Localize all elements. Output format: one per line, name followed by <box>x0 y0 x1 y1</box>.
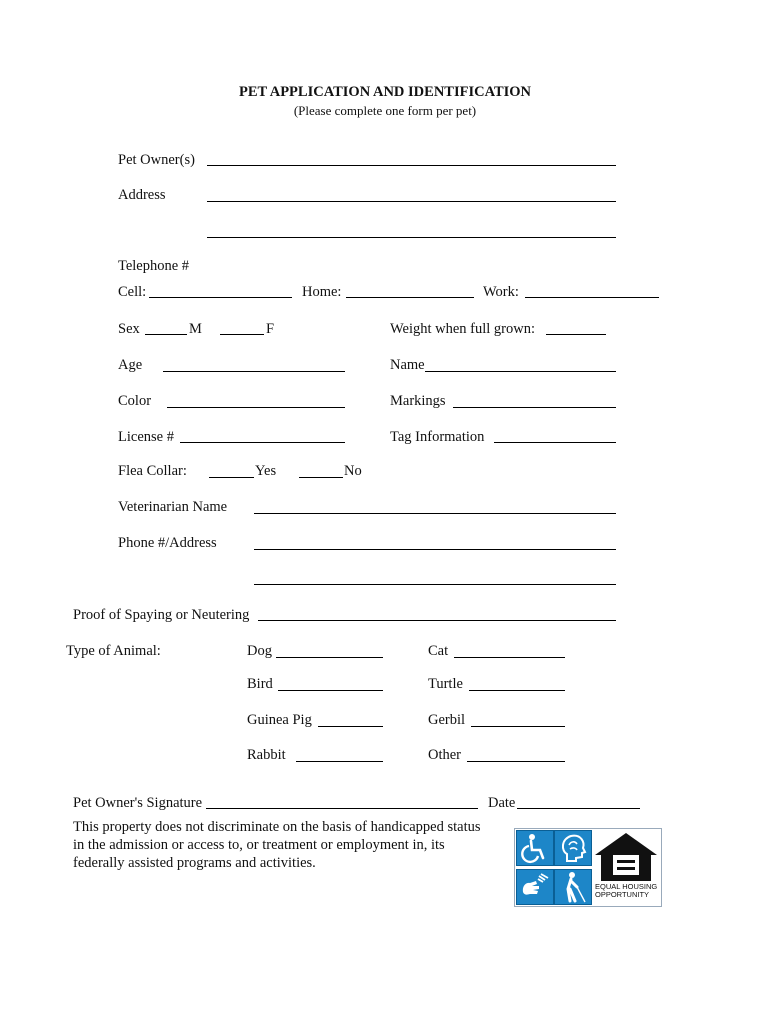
other-label: Other <box>428 747 462 763</box>
vet-name-label: Veterinarian Name <box>118 499 228 515</box>
turtle-field[interactable] <box>469 690 565 691</box>
type-of-animal-label: Type of Animal: <box>66 643 161 659</box>
address-label: Address <box>118 187 166 203</box>
markings-field[interactable] <box>453 407 616 408</box>
weight-field[interactable] <box>546 334 606 335</box>
form-subtitle: (Please complete one form per pet) <box>293 103 477 118</box>
form-title: PET APPLICATION AND IDENTIFICATION <box>238 84 532 100</box>
color-field[interactable] <box>167 407 345 408</box>
telephone-label: Telephone # <box>118 258 190 274</box>
yes-label: Yes <box>255 463 277 479</box>
flea-collar-no-field[interactable] <box>299 477 343 478</box>
equal-housing-line-1: EQUAL HOUSING <box>595 882 658 891</box>
other-field[interactable] <box>467 761 565 762</box>
female-label: F <box>266 321 275 337</box>
color-label: Color <box>118 393 152 409</box>
age-field[interactable] <box>163 371 345 372</box>
date-label: Date <box>488 795 516 811</box>
guinea-pig-label: Guinea Pig <box>247 712 312 728</box>
male-label: M <box>189 321 202 337</box>
sex-female-field[interactable] <box>220 334 264 335</box>
work-label: Work: <box>483 284 519 300</box>
dog-label: Dog <box>247 643 272 659</box>
address-field-line-1[interactable] <box>207 201 616 202</box>
name-field[interactable] <box>425 371 616 372</box>
age-label: Age <box>118 357 143 373</box>
rabbit-field[interactable] <box>296 761 383 762</box>
signature-label: Pet Owner's Signature <box>73 795 203 811</box>
flea-collar-yes-field[interactable] <box>209 477 254 478</box>
bird-label: Bird <box>247 676 273 692</box>
equal-housing-line-2: OPPORTUNITY <box>595 890 650 899</box>
name-label: Name <box>390 357 425 373</box>
wheelchair-icon <box>516 830 554 866</box>
vet-phone-address-field-1[interactable] <box>254 549 616 550</box>
vet-phone-address-label: Phone #/Address <box>118 535 217 551</box>
license-label: License # <box>118 429 174 445</box>
sex-label: Sex <box>118 321 140 337</box>
head-profile-icon <box>554 830 592 866</box>
sign-language-icon <box>516 869 554 905</box>
equal-housing-text <box>595 883 659 899</box>
cat-label: Cat <box>428 643 449 659</box>
address-field-line-2[interactable] <box>207 237 616 238</box>
sex-male-field[interactable] <box>145 334 187 335</box>
rabbit-label: Rabbit <box>247 747 286 763</box>
cell-field[interactable] <box>149 297 292 298</box>
pet-owner-label: Pet Owner(s) <box>118 152 195 168</box>
markings-label: Markings <box>390 393 446 409</box>
cell-label: Cell: <box>118 284 147 300</box>
home-field[interactable] <box>346 297 474 298</box>
vet-phone-address-field-2[interactable] <box>254 584 616 585</box>
work-field[interactable] <box>525 297 659 298</box>
accessibility-equal-housing-logos <box>514 828 662 907</box>
turtle-label: Turtle <box>428 676 463 692</box>
pet-owner-field[interactable] <box>207 165 616 166</box>
cat-field[interactable] <box>454 657 565 658</box>
weight-label: Weight when full grown: <box>390 321 536 337</box>
equal-housing-house-icon <box>593 831 659 904</box>
flea-collar-label: Flea Collar: <box>118 463 187 479</box>
tag-info-field[interactable] <box>494 442 616 443</box>
vet-name-field[interactable] <box>254 513 616 514</box>
blind-cane-icon <box>554 869 592 905</box>
gerbil-field[interactable] <box>471 726 565 727</box>
tag-info-label: Tag Information <box>390 429 485 445</box>
date-field[interactable] <box>517 808 640 809</box>
signature-field[interactable] <box>206 808 478 809</box>
home-label: Home: <box>302 284 342 300</box>
guinea-pig-field[interactable] <box>318 726 383 727</box>
no-label: No <box>344 463 362 479</box>
gerbil-label: Gerbil <box>428 712 466 728</box>
bird-field[interactable] <box>278 690 383 691</box>
spay-neuter-label: Proof of Spaying or Neutering <box>73 607 250 623</box>
spay-neuter-field[interactable] <box>258 620 616 621</box>
dog-field[interactable] <box>276 657 383 658</box>
license-field[interactable] <box>180 442 345 443</box>
nondiscrimination-notice: This property does not discriminate on the basis of handicapped status in the admission or access to, or treatment or employment in, its federally assisted programs and activities. <box>73 819 481 871</box>
